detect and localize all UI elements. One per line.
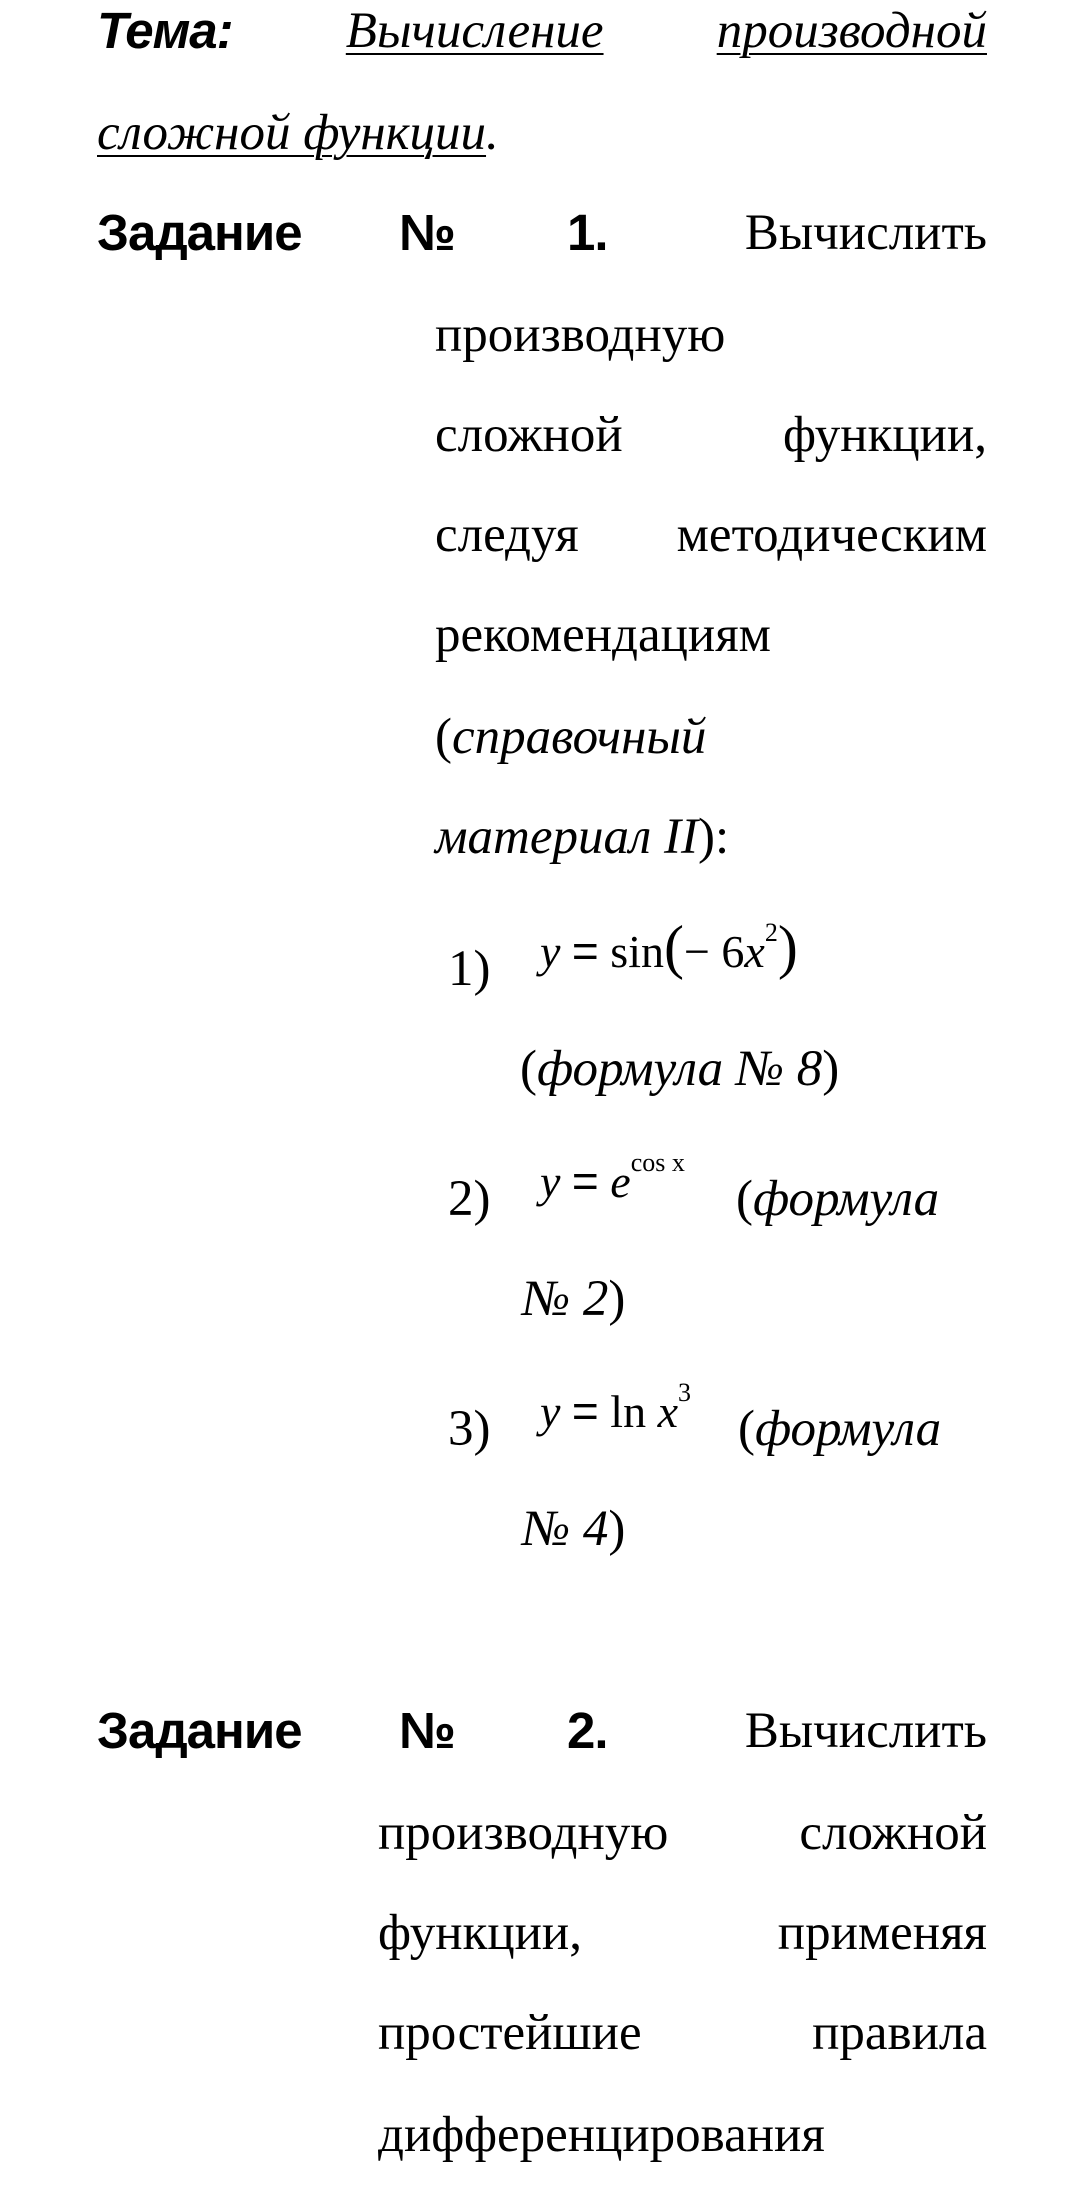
item-1-formula: $y = \sin(- 6x^2)$ [540,914,798,980]
task1-line4: следуя методическим [435,507,987,563]
task2-line3: функции, применяя [378,1905,987,1961]
task2-line4: простейшие правила [378,2005,987,2061]
item-3-reference-part1: (формула [738,1401,942,1457]
task1-line2: производную [435,307,726,363]
task1-line5: рекомендациям [435,607,771,663]
task2-line1-end: Вычислить [744,1703,987,1759]
task1-word: Задание [97,204,302,261]
item-2-number: 2) [448,1171,491,1227]
task1-reference-line1: (справочный [435,709,707,765]
topic-title-end: . [486,105,499,161]
item-1-reference: (формула № 8) [520,1041,840,1097]
task2-no-sign: № [399,1702,455,1759]
task1-no-sign: № [399,204,455,261]
item-1-number: 1) [448,941,491,997]
item-3-reference-part2: № 4) [522,1501,626,1557]
item-2-formula: $y = e^{cos x}$ [540,1148,685,1207]
task2-number: 2. [567,1702,608,1759]
task1-line3: сложной функции, [435,407,987,463]
task1-reference-line2: материал II): [435,809,730,865]
item-2-reference-part2: № 2) [522,1271,626,1327]
task2-line2: производную сложной [378,1805,987,1861]
task2-line5: дифференцирования [378,2107,825,2163]
task2-word: Задание [97,1702,302,1759]
task1-line1-end: Вычислить [744,205,987,261]
task1-number: 1. [567,204,608,261]
item-2-reference-part1: (формула [736,1171,940,1227]
topic-title-word1: Вычисление [345,3,604,59]
topic-line-1 [97,0,987,82]
topic-label: Тема: [97,2,233,59]
item-3-number: 3) [448,1401,491,1457]
topic-title-line2: сложной функции [97,105,487,161]
topic-title-word2: производной [716,3,987,59]
topic-line-2 [97,82,499,184]
item-3-formula: $y = \ln x^3$ [540,1378,691,1437]
